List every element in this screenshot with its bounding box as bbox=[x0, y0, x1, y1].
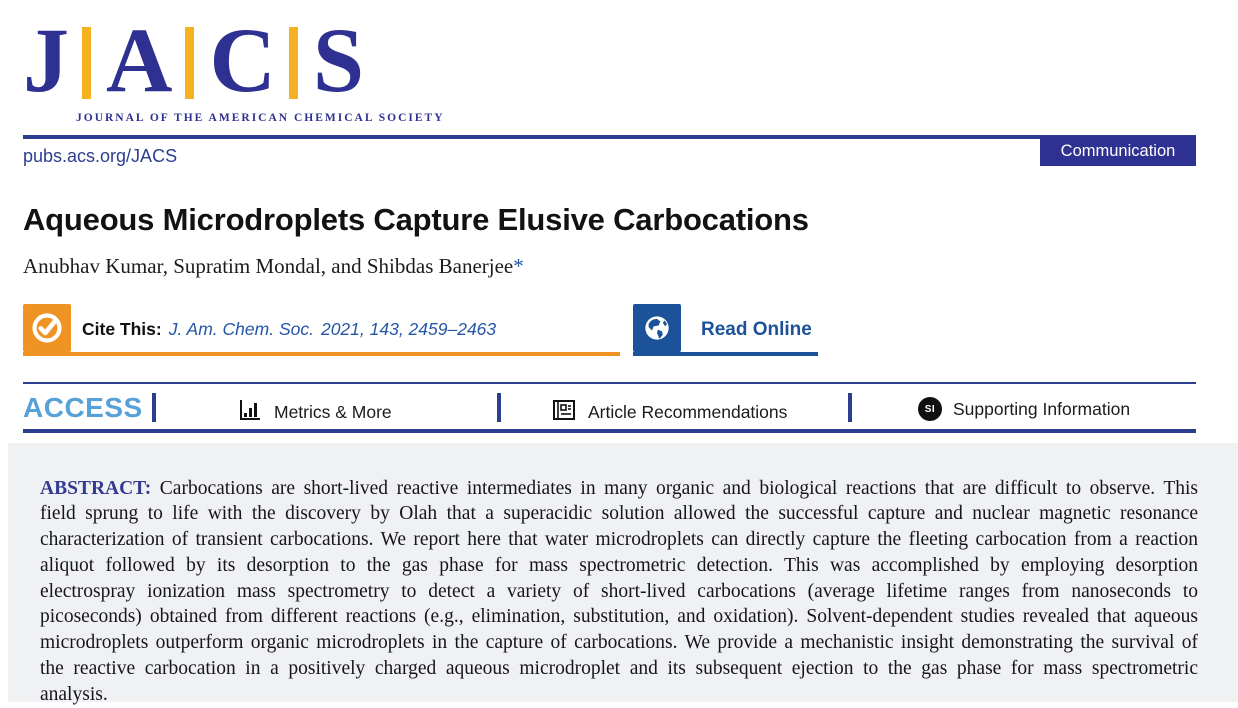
access-divider bbox=[152, 393, 156, 422]
header-rule bbox=[23, 135, 1196, 139]
abstract-label: ABSTRACT: bbox=[40, 477, 152, 499]
logo-gold-bar bbox=[289, 27, 298, 99]
jacs-logo[interactable] bbox=[23, 9, 363, 111]
logo-letter-j: J bbox=[23, 9, 67, 111]
cite-check-icon[interactable] bbox=[23, 304, 71, 352]
cite-underline bbox=[23, 352, 620, 356]
journal-tagline: JOURNAL OF THE AMERICAN CHEMICAL SOCIETY bbox=[76, 112, 445, 124]
access-bar-bottom-rule bbox=[23, 429, 1196, 433]
cite-this-label: Cite This: bbox=[82, 319, 162, 339]
access-bar-top-rule bbox=[23, 382, 1196, 384]
abstract-body: Carbocations are short-lived reactive intermediates in many organic and biological reactions that are difficult to observe. This field sprung to life with the discovery by Olah that a superacidic solution allowed the successful capture and nuclear magnetic resonance characterization of transient carbocations. We report here that water microdroplets can directly capture the fleeting carbocation from a reaction aliquot followed by its desorption to the gas phase for mass spectrometric detection. This was accomplished by employing desorption electrospray ionization mass spectrometry to detect a variety of short-lived carbocations (average lifetime ranges from nanoseconds to picoseconds) obtained from different reactions (e.g., elimination, substitution, and oxidation). Solvent-dependent studies revealed that aqueous microdroplets outperform organic microdroplets in the capture of carbocations. We provide a mechanistic insight demonstrating the survival of the reactive carbocation in a positively charged aqueous microdroplet and its subsequent ejection to the gas phase for mass spectrometric analysis. bbox=[40, 477, 1198, 705]
access-link[interactable]: ACCESS bbox=[23, 392, 143, 423]
logo-letter-s: S bbox=[312, 9, 363, 111]
metrics-and-more-link[interactable] bbox=[237, 397, 392, 428]
read-online-underline bbox=[633, 352, 818, 356]
access-divider bbox=[848, 393, 852, 422]
logo-letter-a: A bbox=[106, 9, 171, 111]
abstract-paragraph bbox=[40, 476, 1198, 708]
bar-chart-icon bbox=[237, 397, 263, 428]
page-title: Aqueous Microdroplets Capture Elusive Carbocations bbox=[23, 202, 809, 237]
access-divider bbox=[497, 393, 501, 422]
logo-gold-bar bbox=[82, 27, 91, 99]
author-list bbox=[23, 254, 524, 279]
logo-gold-bar bbox=[185, 27, 194, 99]
supporting-information-label: Supporting Information bbox=[953, 398, 1131, 419]
journal-url-link[interactable]: pubs.acs.org/JACS bbox=[23, 146, 178, 166]
supporting-information-link[interactable] bbox=[918, 397, 1130, 421]
logo-letter-c: C bbox=[209, 9, 274, 111]
citation-line bbox=[82, 319, 496, 340]
citation-detail-link[interactable]: 2021, 143, 2459–2463 bbox=[320, 319, 497, 339]
article-recommendations-link[interactable] bbox=[551, 397, 787, 428]
abstract-panel bbox=[8, 443, 1238, 705]
si-badge-icon: SI bbox=[918, 397, 942, 421]
metrics-and-more-label: Metrics & More bbox=[274, 402, 392, 422]
globe-icon[interactable] bbox=[633, 304, 681, 352]
citation-journal-link[interactable]: J. Am. Chem. Soc. bbox=[168, 319, 314, 339]
article-recommendations-label: Article Recommendations bbox=[588, 402, 788, 422]
article-type-badge[interactable]: Communication bbox=[1040, 136, 1196, 166]
author-names: Anubhav Kumar, Supratim Mondal, and Shibdas Banerjee bbox=[23, 254, 514, 278]
corresponding-author-mark[interactable]: * bbox=[513, 254, 524, 278]
read-online-button[interactable]: Read Online bbox=[701, 319, 812, 340]
newspaper-icon bbox=[551, 397, 577, 428]
